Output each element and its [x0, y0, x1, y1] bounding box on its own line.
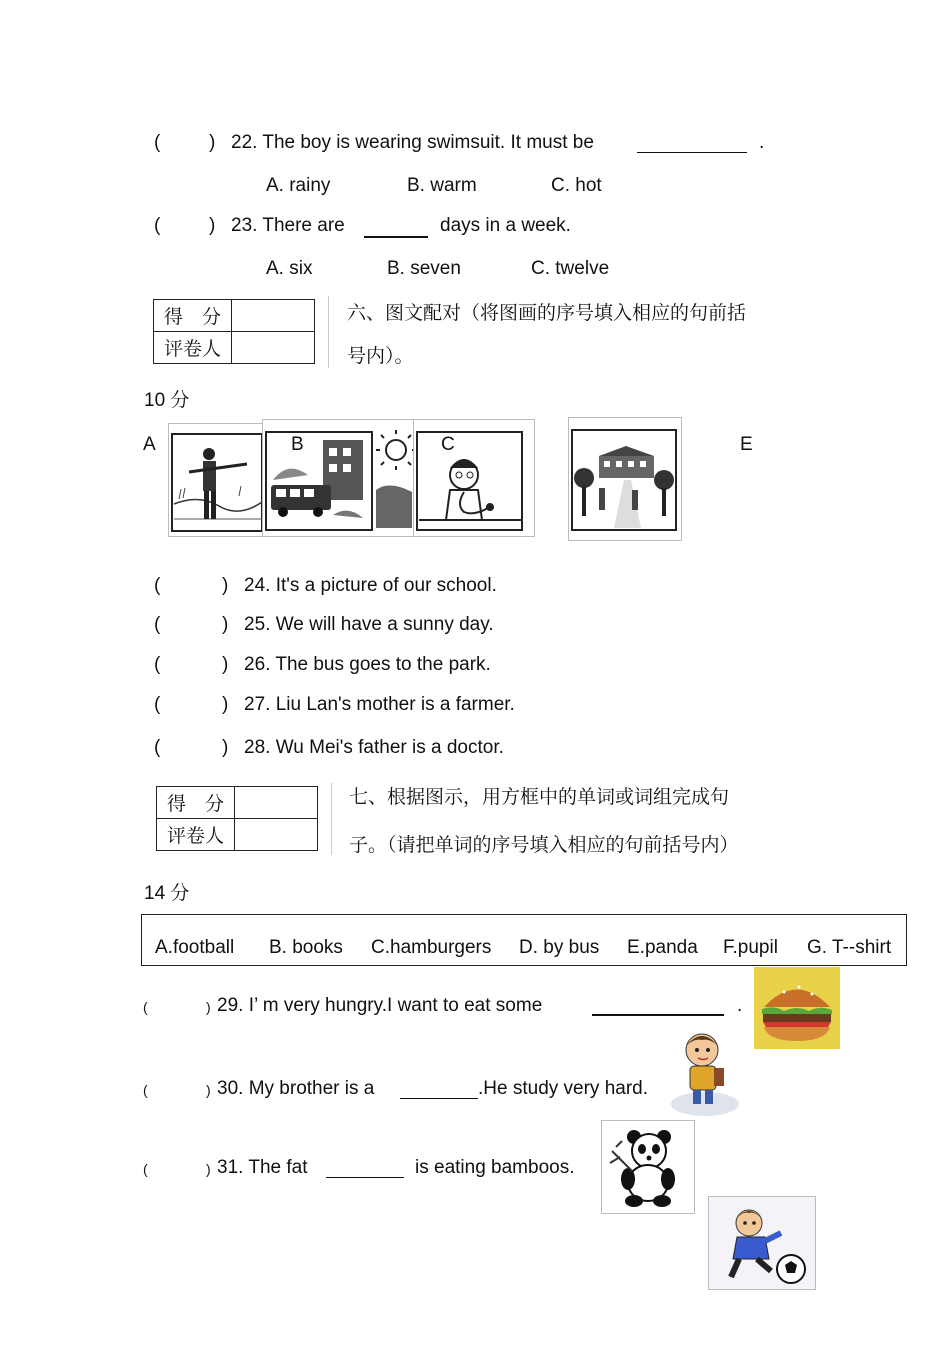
q23-paren-open: ( — [154, 215, 161, 236]
q22-text: 22. The boy is wearing swimsuit. It must be — [231, 132, 594, 153]
hamburger-image — [754, 967, 842, 1051]
q24-paren-close: ) — [222, 575, 229, 596]
q23-option-b: B. seven — [387, 258, 461, 279]
q22-blank[interactable] — [637, 136, 747, 153]
q26-text: 26. The bus goes to the park. — [244, 654, 491, 675]
q25-text: 25. We will have a sunny day. — [244, 614, 494, 635]
q27-text: 27. Liu Lan's mother is a farmer. — [244, 694, 515, 715]
q28-paren-open: ( — [154, 737, 161, 758]
q23-after: days in a week. — [440, 215, 571, 236]
q23-blank[interactable] — [364, 220, 428, 238]
q25-paren-open: ( — [154, 614, 161, 635]
pic-label-c: C — [441, 434, 455, 455]
picture-c-doctor — [413, 419, 535, 537]
q31-paren-close: ) — [206, 1161, 211, 1177]
section6-title-line1: 六、图文配对（将图画的序号填入相应的句前括 — [347, 302, 747, 324]
q25-paren-close: ) — [222, 614, 229, 635]
word-b: B. books — [269, 937, 343, 958]
score-label: 得 分 — [157, 787, 235, 819]
picture-d-school — [568, 417, 682, 541]
q23-option-c: C. twelve — [531, 258, 610, 279]
word-a: A.football — [155, 937, 235, 958]
word-f: F.pupil — [723, 937, 778, 958]
q27-paren-open: ( — [154, 694, 161, 715]
q24-text: 24. It's a picture of our school. — [244, 575, 497, 596]
section6-points: 10 分 — [144, 390, 190, 411]
pic-label-a: A — [143, 434, 156, 455]
q27-paren-close: ) — [222, 694, 229, 715]
section7-points: 14 分 — [144, 883, 190, 904]
q29-paren-close: ) — [206, 999, 211, 1015]
word-e: E.panda — [627, 937, 698, 958]
pic-label-e: E — [740, 434, 753, 455]
pupil-image — [668, 1022, 742, 1118]
q22-option-c: C. hot — [551, 175, 602, 196]
word-d: D. by bus — [519, 937, 600, 958]
q28-text: 28. Wu Mei's father is a doctor. — [244, 737, 504, 758]
q22-option-b: B. warm — [407, 175, 477, 196]
score-label: 得 分 — [154, 300, 232, 332]
reviewer-label: 评卷人 — [157, 819, 235, 851]
q23-paren-close: ) — [209, 215, 216, 236]
q31-after: is eating bamboos. — [415, 1157, 575, 1178]
q31-text: 31. The fat — [217, 1157, 308, 1178]
pic-label-b: B — [291, 434, 304, 455]
divider — [328, 296, 329, 368]
q30-after: .He study very hard. — [478, 1078, 649, 1099]
q22-paren-close: ) — [209, 132, 216, 153]
q22-paren-open: ( — [154, 132, 161, 153]
word-g: G. T--shirt — [807, 937, 892, 958]
picture-b-bus — [262, 419, 376, 537]
score-value-cell[interactable] — [235, 787, 318, 819]
q30-paren-open: ( — [143, 1082, 148, 1098]
q24-paren-open: ( — [154, 575, 161, 596]
q23-text: 23. There are — [231, 215, 345, 236]
q29-paren-open: ( — [143, 999, 148, 1015]
reviewer-value-cell[interactable] — [235, 819, 318, 851]
panda-image — [601, 1120, 695, 1214]
section7-score-table — [156, 786, 318, 851]
q23-option-a: A. six — [266, 258, 313, 279]
q30-text: 30. My brother is a — [217, 1078, 375, 1099]
q29-text: 29. I’ m very hungry.I want to eat some — [217, 995, 543, 1016]
q22-option-a: A. rainy — [266, 175, 331, 196]
q31-paren-open: ( — [143, 1161, 148, 1177]
q29-blank[interactable] — [592, 998, 724, 1016]
q28-paren-close: ) — [222, 737, 229, 758]
section6-score-table — [153, 299, 315, 364]
q26-paren-open: ( — [154, 654, 161, 675]
reviewer-value-cell[interactable] — [232, 332, 315, 364]
q30-paren-close: ) — [206, 1082, 211, 1098]
q30-blank[interactable] — [400, 1082, 478, 1099]
q26-paren-close: ) — [222, 654, 229, 675]
q29-end: . — [737, 995, 743, 1016]
picture-sun — [374, 419, 415, 537]
divider — [331, 783, 332, 855]
section7-title-line1: 七、根据图示，用方框中的单词或词组完成句 — [349, 786, 730, 808]
picture-a-farmer — [168, 423, 266, 537]
q31-blank[interactable] — [326, 1161, 404, 1178]
reviewer-label: 评卷人 — [154, 332, 232, 364]
football-image — [708, 1196, 816, 1290]
section7-title-line2: 子。（请把单词的序号填入相应的句前括号内） — [349, 834, 739, 856]
section6-title-line2: 号内）。 — [347, 345, 414, 367]
score-value-cell[interactable] — [232, 300, 315, 332]
q22-end: . — [759, 132, 765, 153]
word-c: C.hamburgers — [371, 937, 492, 958]
